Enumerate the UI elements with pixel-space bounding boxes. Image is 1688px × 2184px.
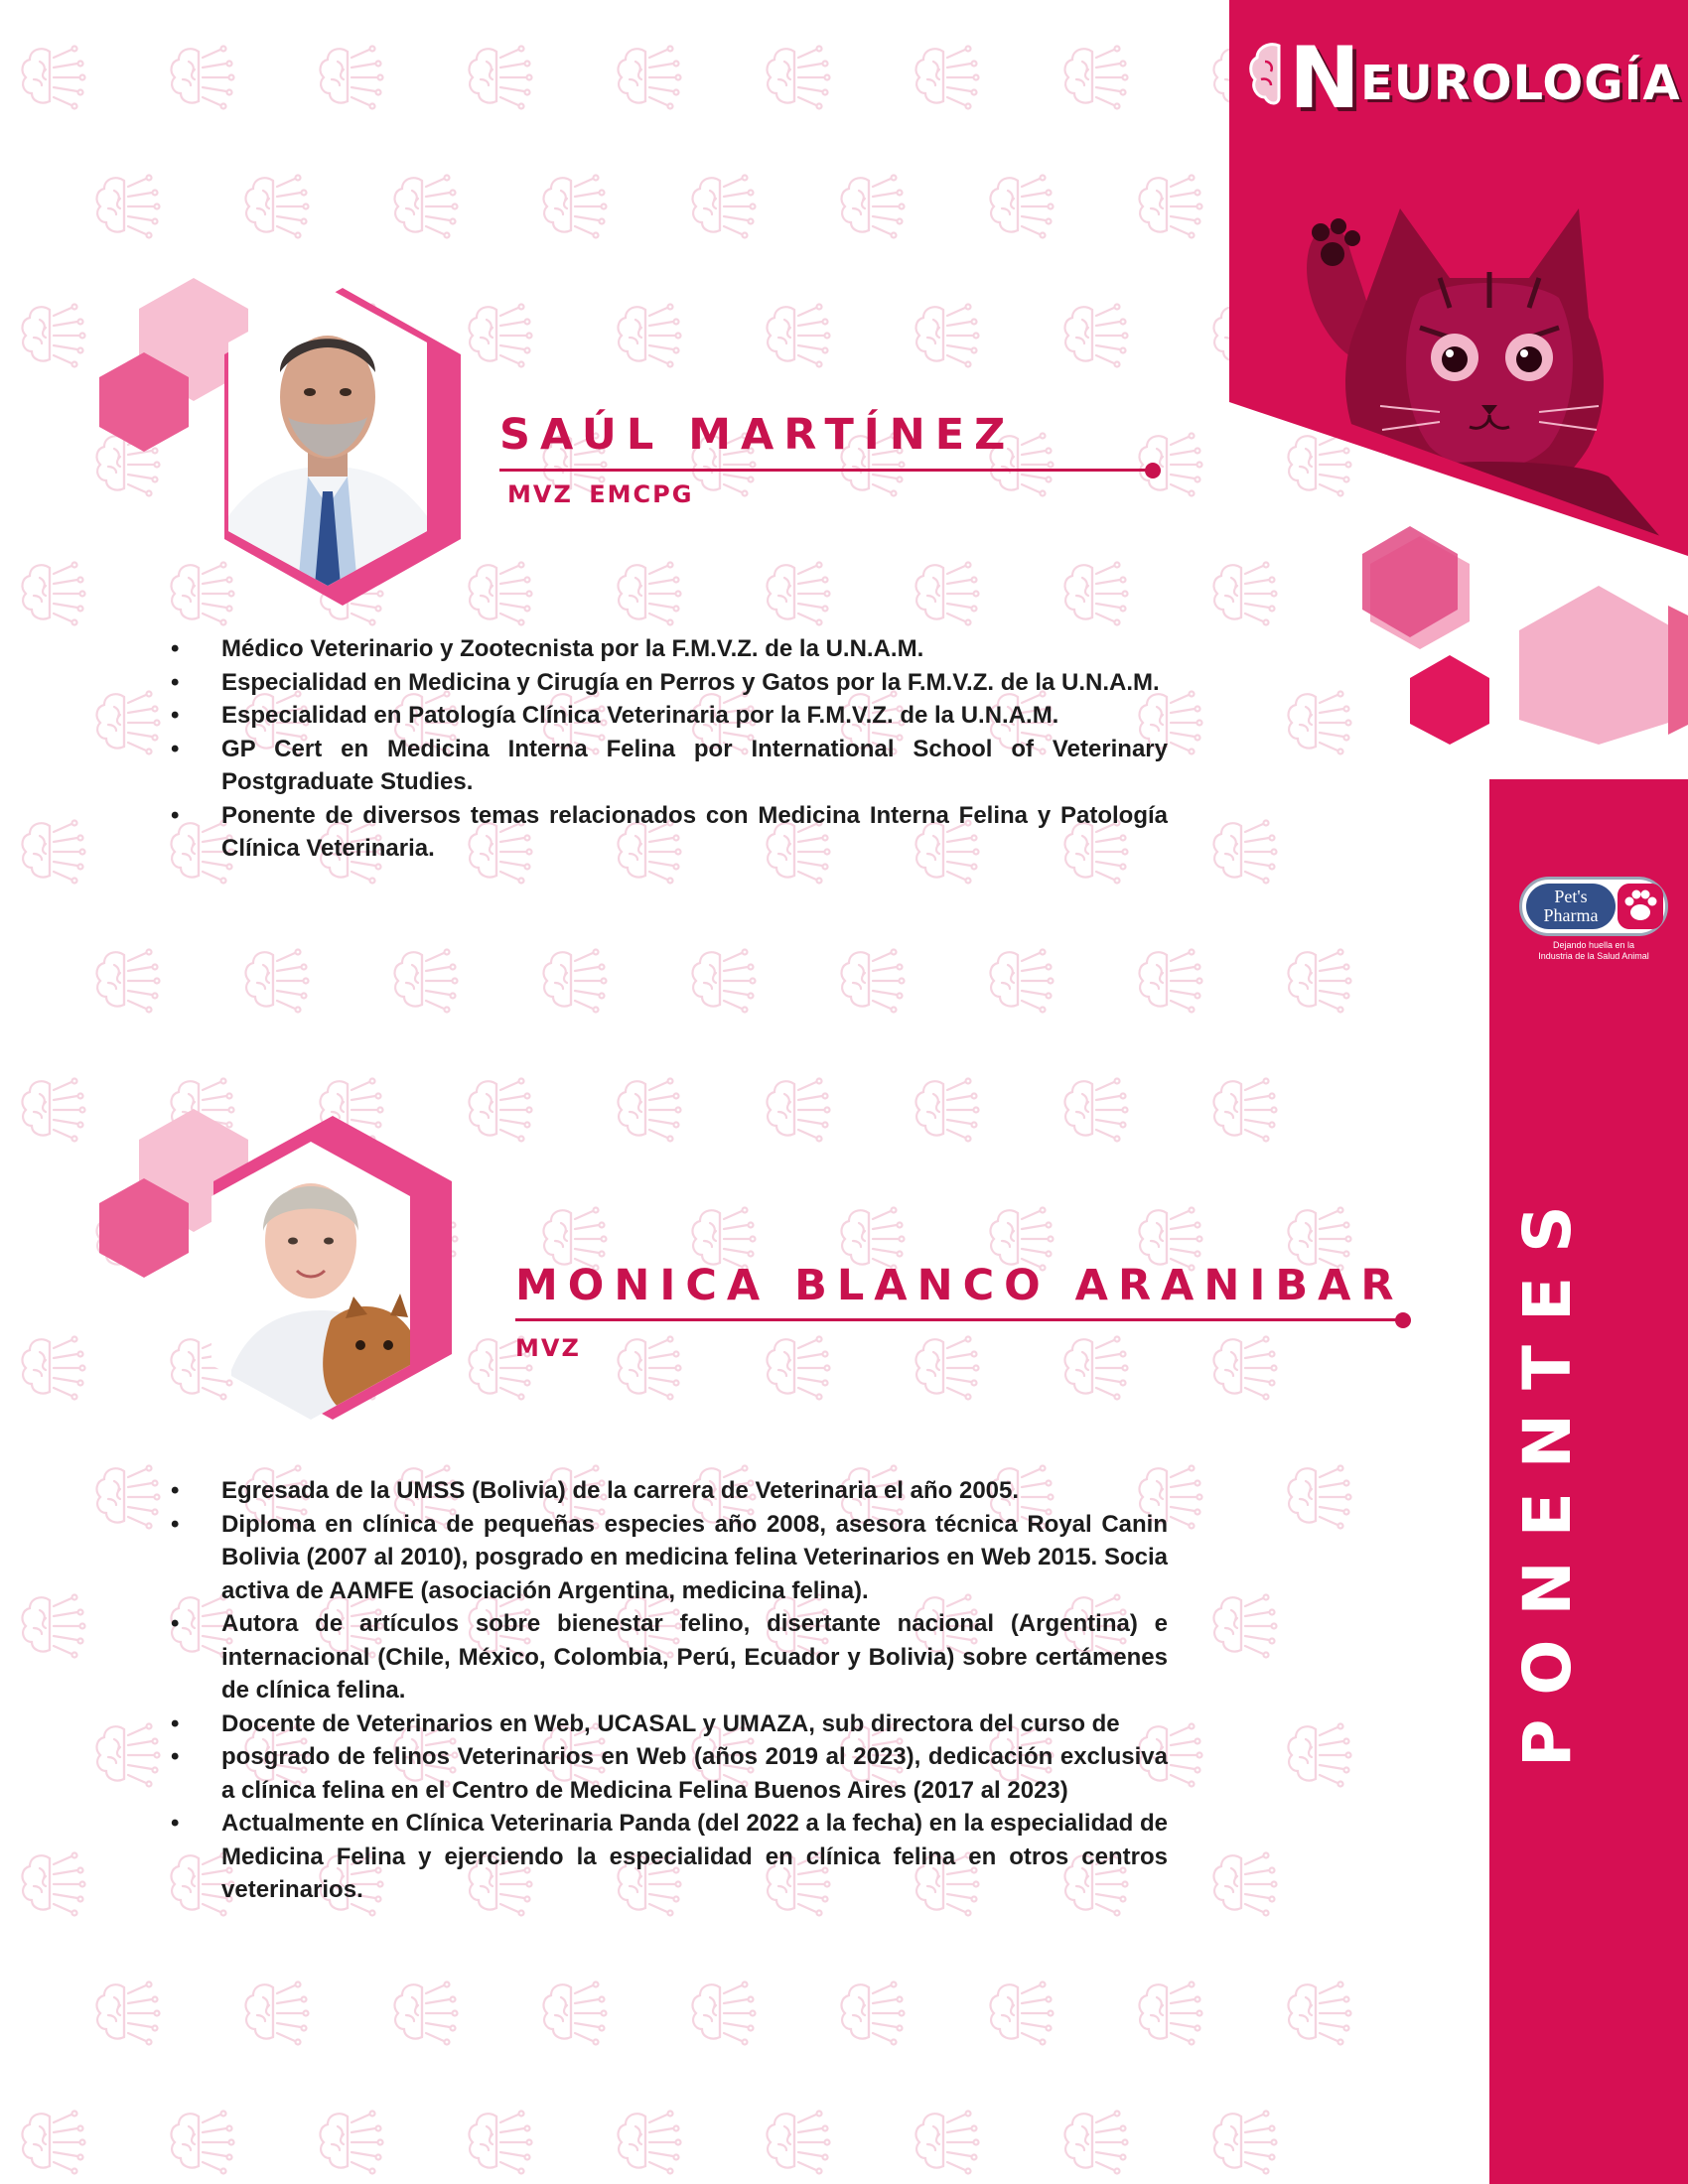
brain-circuit-motif (23, 1079, 85, 1142)
brain-circuit-motif (1065, 47, 1128, 109)
brain-circuit-motif (1214, 1853, 1277, 1916)
logo-tagline (1519, 940, 1668, 962)
brain-circuit-motif (395, 176, 458, 238)
specialty-title (1253, 29, 1681, 128)
brain-circuit-motif (246, 176, 309, 238)
speaker-2-bio (169, 1474, 1168, 1907)
side-band-edge (1479, 779, 1489, 2184)
brain-circuit-motif (246, 1982, 309, 2045)
speaker-2-name: MONICA BLANCO ARANIBAR (515, 1261, 1404, 1310)
brain-circuit-motif (619, 305, 681, 367)
brain-circuit-motif (693, 176, 756, 238)
logo-wordmark (1526, 884, 1616, 929)
brain-circuit-motif (23, 821, 85, 884)
brain-circuit-motif (470, 2112, 532, 2174)
brain-circuit-motif (916, 563, 979, 625)
bio-item: • Diploma en clínica de pequeñas especies año 2008, asesora técnica Royal Canin Bolivia (2007 al 2010), posgrado en medicina felina Veterinarios en Web 2015. Socia activa de AAMFE (asociación Argentina, medicina felina). (169, 1508, 1168, 1608)
logo-name-line2: Pharma (1543, 905, 1599, 925)
brain-circuit-motif (1214, 821, 1277, 884)
brain-circuit-motif (693, 950, 756, 1013)
bio-item: • Docente de Veterinarios en Web, UCASAL y UMAZA, sub directora del curso de (169, 1707, 1168, 1741)
brain-circuit-motif (991, 1982, 1054, 2045)
brain-circuit-motif (916, 2112, 979, 2174)
brain-circuit-motif (395, 1982, 458, 2045)
brain-circuit-motif (470, 47, 532, 109)
brain-circuit-motif (470, 305, 532, 367)
brain-circuit-motif (1065, 1079, 1128, 1142)
speaker-1-rule (499, 469, 1151, 472)
speaker-1-name: SAÚL MARTÍNEZ (499, 410, 1016, 460)
brain-circuit-motif (97, 950, 160, 1013)
brain-circuit-motif (97, 692, 160, 754)
brain-circuit-motif (1140, 950, 1202, 1013)
brain-circuit-motif (1289, 1982, 1351, 2045)
brain-circuit-motif (23, 1337, 85, 1400)
brain-circuit-motif (768, 563, 830, 625)
speaker-2-degree: MVZ (515, 1334, 581, 1362)
brain-circuit-motif (246, 950, 309, 1013)
brain-circuit-motif (768, 47, 830, 109)
brain-circuit-motif (916, 1079, 979, 1142)
brain-circuit-motif (619, 1337, 681, 1400)
bio-item: • Autora de artículos sobre bienestar felino, disertante nacional (Argentina) e internacional (Chile, México, Colombia, Perú, Ecuador y Bolivia) sobre certámenes de clínica felina. (169, 1607, 1168, 1707)
brain-circuit-motif (544, 176, 607, 238)
logo-tagline-line2: Industria de la Salud Animal (1538, 951, 1649, 961)
brain-circuit-motif (23, 2112, 85, 2174)
brain-circuit-motif (23, 1595, 85, 1658)
brain-circuit-motif (23, 1853, 85, 1916)
bio-item: • GP Cert en Medicina Interna Felina por International School of Veterinary Postgraduate Studies. (169, 733, 1168, 799)
title-rest: EUROLOGÍA (1359, 56, 1681, 111)
bio-item: • posgrado de felinos Veterinarios en Web (años 2019 al 2023), dedicación exclusiva a clínica felina en el Centro de Medicina Felina Buenos Aires (2017 al 2023) (169, 1740, 1168, 1807)
brain-circuit-motif (97, 176, 160, 238)
brain-circuit-motif (544, 1982, 607, 2045)
brain-circuit-motif (916, 1337, 979, 1400)
logo-name-line1: Pet's (1554, 887, 1588, 906)
brain-circuit-motif (23, 305, 85, 367)
pets-pharma-logo (1519, 877, 1668, 966)
ponentes-vertical-label (1509, 1618, 1586, 1767)
brain-circuit-motif (693, 1982, 756, 2045)
speaker-2-rule-dot (1395, 1312, 1411, 1328)
cat-photo (1291, 189, 1688, 546)
brain-circuit-motif (1289, 1466, 1351, 1529)
logo-badge (1519, 877, 1668, 936)
brain-circuit-motif (1140, 176, 1202, 238)
brain-circuit-motif (544, 950, 607, 1013)
brain-circuit-motif (1065, 563, 1128, 625)
hexagon-decoration-right (1340, 526, 1688, 745)
brain-circuit-motif (619, 2112, 681, 2174)
brain-circuit-motif (395, 950, 458, 1013)
brain-circuit-motif (768, 2112, 830, 2174)
brain-circuit-motif (1214, 2112, 1277, 2174)
brain-circuit-motif (916, 47, 979, 109)
speaker-1-bio (169, 632, 1168, 866)
brain-circuit-motif (619, 47, 681, 109)
speaker-1-degree: MVZ EMCPG (507, 480, 694, 508)
brain-circuit-motif (619, 563, 681, 625)
brain-circuit-motif (321, 2112, 383, 2174)
speaker-1-rule-dot (1145, 463, 1161, 478)
bio-item: • Egresada de la UMSS (Bolivia) de la carrera de Veterinaria el año 2005. (169, 1474, 1168, 1508)
brain-circuit-motif (1214, 1337, 1277, 1400)
brain-circuit-motif (842, 1982, 905, 2045)
speaker-2-photo (211, 1142, 435, 1420)
brain-circuit-motif (321, 47, 383, 109)
brain-circuit-motif (991, 176, 1054, 238)
bio-item: • Ponente de diversos temas relacionados con Medicina Interna Felina y Patología Clínica Veterinaria. (169, 799, 1168, 866)
brain-circuit-motif (1214, 1079, 1277, 1142)
brain-circuit-motif (1214, 563, 1277, 625)
logo-tagline-line1: Dejando huella en la (1552, 940, 1635, 950)
brain-circuit-motif (97, 1466, 160, 1529)
speaker-1-photo (228, 288, 427, 586)
title-initial: N (1289, 29, 1360, 128)
brain-circuit-motif (768, 305, 830, 367)
brain-circuit-motif (1140, 1982, 1202, 2045)
brain-circuit-motif (470, 1079, 532, 1142)
brain-circuit-motif (916, 305, 979, 367)
brain-circuit-motif (23, 563, 85, 625)
brain-circuit-motif (1065, 2112, 1128, 2174)
brain-circuit-motif (1289, 1724, 1351, 1787)
bio-item: • Médico Veterinario y Zootecnista por la F.M.V.Z. de la U.N.A.M. (169, 632, 1168, 666)
brain-circuit-motif (470, 563, 532, 625)
brain-circuit-motif (1065, 1337, 1128, 1400)
brain-circuit-motif (1065, 305, 1128, 367)
brain-circuit-motif (172, 47, 234, 109)
bio-item: • Especialidad en Patología Clínica Veterinaria por la F.M.V.Z. de la U.N.A.M. (169, 699, 1168, 733)
speaker-2-rule (515, 1318, 1401, 1321)
brain-circuit-motif (842, 950, 905, 1013)
bio-item: • Especialidad en Medicina y Cirugía en Perros y Gatos por la F.M.V.Z. de la U.N.A.M. (169, 666, 1168, 700)
brain-circuit-motif (619, 1079, 681, 1142)
brain-circuit-motif (97, 1982, 160, 2045)
brain-circuit-motif (842, 176, 905, 238)
paw-icon (1618, 884, 1663, 929)
brain-circuit-motif (991, 950, 1054, 1013)
brain-circuit-motif (23, 47, 85, 109)
brain-circuit-motif (768, 1079, 830, 1142)
brain-circuit-motif (97, 1724, 160, 1787)
brain-circuit-motif (172, 2112, 234, 2174)
brain-circuit-motif (1289, 950, 1351, 1013)
brain-circuit-motif (768, 1337, 830, 1400)
bio-item: • Actualmente en Clínica Veterinaria Panda (del 2022 a la fecha) en la especialidad de Medicina Felina y ejerciendo la especialidad en clínica felina en otros centros veterinarios. (169, 1807, 1168, 1907)
brain-circuit-motif (1214, 1595, 1277, 1658)
